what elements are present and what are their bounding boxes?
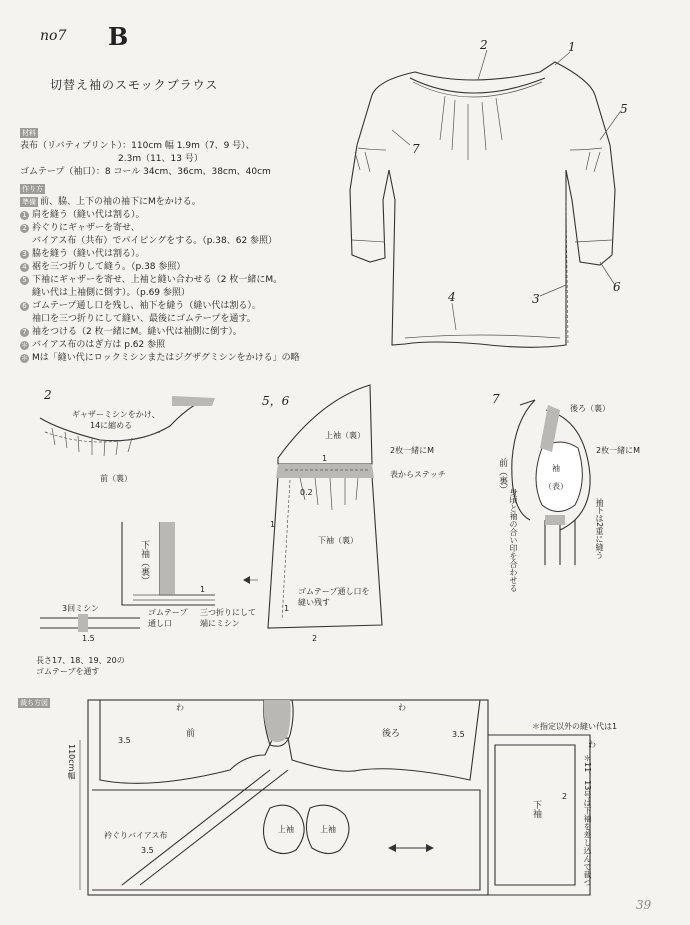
fig56-d15: 1.5 <box>82 634 95 643</box>
fabric-line-2: 2.3m（11、13 号） <box>118 154 203 164</box>
fig56-elastic-mouth: ゴムテープ <box>148 608 188 617</box>
label-5: 5 <box>620 102 628 116</box>
blouse-illustration <box>350 62 615 347</box>
step-text: 袖口を三つ折りにして縫い、最後にゴムテープを通す。 <box>32 314 256 324</box>
layout-front: 前 <box>186 729 196 739</box>
steps-list <box>20 196 300 365</box>
label-3: 3 <box>532 292 540 306</box>
step-text: 下袖にギャザーを寄せ、上袖と縫い合わせる（2 枚一緒にM。 <box>32 275 283 285</box>
step-text: 前、脇、上下の袖の袖下にMをかける。 <box>40 197 201 207</box>
layout-upper1: 上袖 <box>278 825 294 834</box>
fig7-two-m: 2枚一緒にM <box>596 446 640 455</box>
model-number: no7 <box>40 28 67 44</box>
layout-bias: 衿ぐりバイアス布 <box>104 831 168 840</box>
fig7-match: 身頃と袖の合い印を合わせる <box>509 488 518 592</box>
fig56-elastic-mouth2: 通し口 <box>148 619 172 628</box>
label-2: 2 <box>480 38 488 52</box>
layout-width: 110cm幅 <box>67 744 76 780</box>
step-item <box>20 235 300 248</box>
step-item <box>20 222 300 235</box>
step-text: 肩を縫う（縫い代は割る）。 <box>32 210 145 220</box>
fig2-front: 前（裏） <box>100 474 132 483</box>
step-item <box>20 300 300 313</box>
step-number: 7 <box>20 328 29 337</box>
fig56-upper: 上袖（裏） <box>325 431 365 440</box>
fig7-sleeve-face: （表） <box>544 482 568 491</box>
layout-heading: 裁ち方図 <box>20 698 48 707</box>
step-text: バイアス布のはぎ方は p.62 参照 <box>32 340 166 350</box>
layout-m35a: 3.5 <box>118 736 131 745</box>
step-number: ＊ <box>21 341 28 349</box>
fig56-d02: 0.2 <box>300 488 313 497</box>
fig56-number: 5，6 <box>262 394 290 408</box>
cutting-layout-diagram <box>80 700 590 895</box>
fig56-fold2: 端にミシン <box>200 619 240 628</box>
step-item <box>20 274 300 287</box>
layout-wa3: わ <box>588 740 596 749</box>
fig56-stitch: 表からステッチ <box>390 470 446 479</box>
fig56-elastic-open: ゴムテープ通し口を <box>298 587 370 596</box>
fig56-length2: ゴムテープを通す <box>36 667 100 676</box>
layout-upper2: 上袖 <box>320 825 336 834</box>
step-number: 4 <box>20 263 29 272</box>
layout-note2: ＊11、13号は下袖を差し込んで裁つ <box>583 754 592 887</box>
fig56-d1a: 1 <box>322 454 328 463</box>
fig56-length: 長さ17、18、19、20の <box>36 656 125 665</box>
step-number: 1 <box>20 211 29 220</box>
fig56-lower: 下袖（裏） <box>318 536 358 545</box>
label-6: 6 <box>613 280 621 294</box>
page-number: 39 <box>636 898 652 912</box>
fig56-triple: 3回ミシン <box>62 604 99 613</box>
layout-lower: 下袖 <box>531 800 541 818</box>
layout-m35b: 3.5 <box>452 730 465 739</box>
model-letter: B <box>108 22 129 51</box>
fig56-d1b: 1 <box>270 520 276 529</box>
label-1: 1 <box>568 40 576 54</box>
step-item <box>20 339 300 352</box>
fabric-line: 表布（リバティプリント）：110cm 幅 1.9m（7、9 号）、 <box>20 141 255 151</box>
layout-wa2: わ <box>398 703 406 712</box>
step-number: 6 <box>20 302 29 311</box>
page-title: 切替え袖のスモックブラウス <box>50 78 219 92</box>
steps-heading: 作り方 <box>22 184 43 193</box>
fig56-two-m: 2枚一緒にM <box>390 446 434 455</box>
materials-heading: 材料 <box>22 128 36 137</box>
layout-wa: わ <box>176 703 184 712</box>
layout-d2: 2 <box>562 792 568 801</box>
elastic-line: ゴムテープ（袖口）：8 コール 34cm、36cm、38cm、40cm <box>20 167 271 177</box>
step-number: 5 <box>20 276 29 285</box>
fig56-elastic-open2: 縫い残す <box>298 598 330 607</box>
step-text: ゴムテープ通し口を残し、袖下を縫う（縫い代は割る）。 <box>32 301 261 311</box>
step-number: 準備 <box>22 197 36 206</box>
step-item <box>20 287 300 300</box>
fig56-lower2: 下袖（裏） <box>139 540 149 585</box>
layout-m35c: 3.5 <box>141 846 154 855</box>
step-text: Mは「縫い代にロックミシンまたはジグザグミシンをかける」の略 <box>32 353 300 363</box>
label-7: 7 <box>412 142 420 156</box>
step-text: 衿ぐりにギャザーを寄せ、 <box>32 223 140 233</box>
fig7-double: 袖下は2重に縫う <box>595 498 604 560</box>
layout-note: ＊指定以外の縫い代は1 <box>532 722 618 731</box>
fig7-sleeve: 袖 <box>552 464 560 473</box>
fig7-front: 前（裏） <box>497 458 507 494</box>
step-item <box>20 313 300 326</box>
step-item <box>20 209 300 222</box>
fig2-number: 2 <box>44 388 52 402</box>
layout-back: 後ろ <box>382 729 401 739</box>
fig2-shrink: 14に縮める <box>90 421 133 430</box>
step-item <box>20 196 300 209</box>
step-text: バイアス布（共布）でパイピングをする。（p.38、62 参照） <box>32 236 278 246</box>
step-number: 2 <box>20 224 29 233</box>
step-number: ＊ <box>21 354 28 362</box>
step-item <box>20 248 300 261</box>
label-4: 4 <box>448 290 456 304</box>
step-number: 3 <box>20 250 29 259</box>
step-item <box>20 352 300 365</box>
step-text: 裾を三つ折りして縫う。（p.38 参照） <box>32 262 186 272</box>
step-text: 脇を縫う（縫い代は割る）。 <box>32 249 145 259</box>
step-text: 縫い代は上袖側に倒す）。（p.69 参照） <box>32 288 190 298</box>
fig56-d1d: 1 <box>200 585 206 594</box>
step-item <box>20 326 300 339</box>
fig7-number: 7 <box>492 392 500 406</box>
fig56-d2: 2 <box>312 634 318 643</box>
fig56-d1c: 1 <box>284 604 290 613</box>
step-text: 袖をつける（2 枚一緒にM。縫い代は袖側に倒す）。 <box>32 327 242 337</box>
fig56-fold: 三つ折りにして <box>200 608 256 617</box>
fig2-gather: ギャザーミシンをかけ、 <box>72 410 160 419</box>
step-item <box>20 261 300 274</box>
fig7-back: 後ろ（裏） <box>570 404 610 413</box>
